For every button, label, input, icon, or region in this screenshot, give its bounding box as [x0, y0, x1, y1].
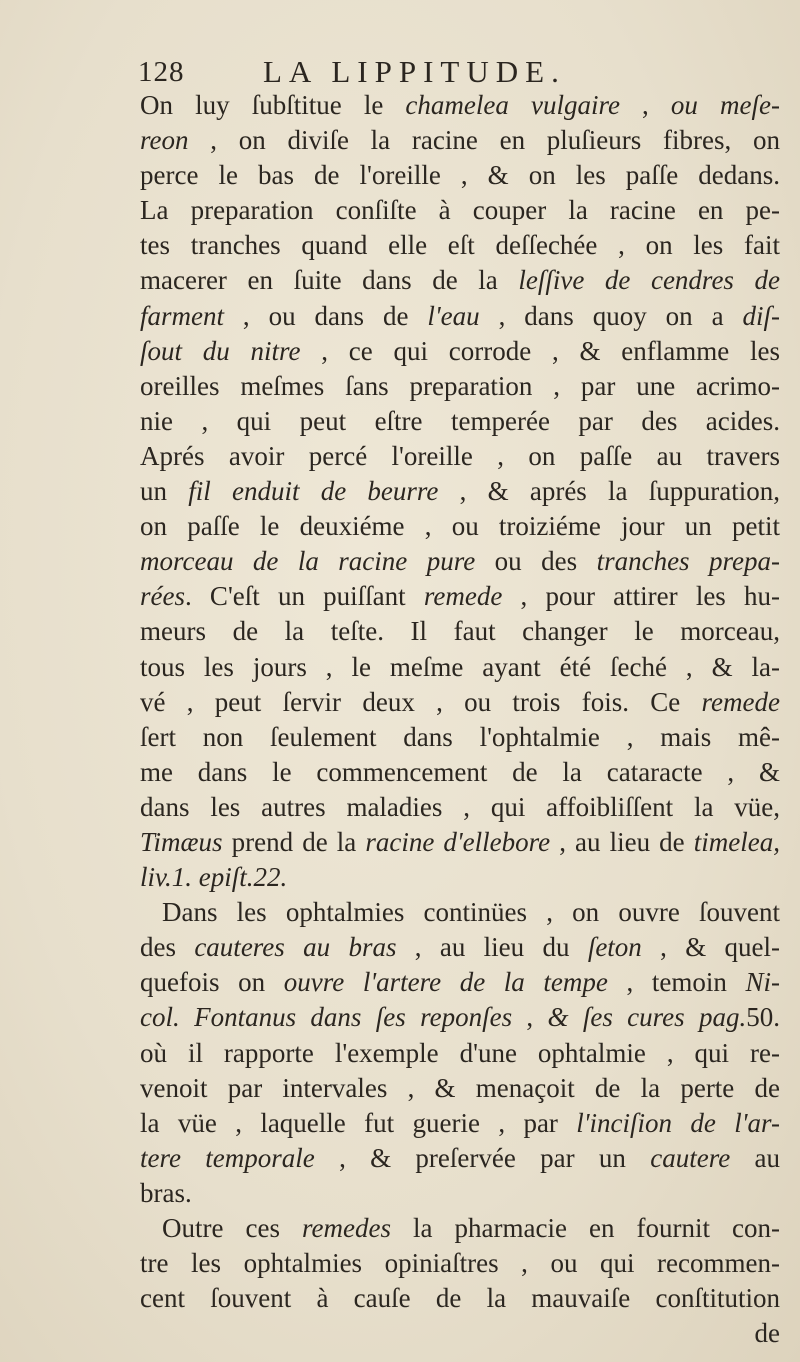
text-line [140, 825, 780, 860]
text-segment: quefois on [140, 967, 284, 998]
text-segment: au [730, 1142, 781, 1173]
italic-text: Ni- [745, 967, 780, 998]
text-line [140, 614, 780, 649]
text-line [140, 1106, 780, 1141]
text-segment: Aprés avoir percé l'oreille , on paſſe au travers [140, 440, 780, 471]
italic-text: ou meſe- [670, 90, 780, 120]
running-title: LA LIPPITUDE. [263, 54, 566, 89]
text-line [140, 1176, 780, 1211]
italic-text: ſeton [587, 932, 642, 963]
text-segment: , pour attirer les hu- [502, 581, 780, 612]
italic-text: col. Fontanus dans ſes reponſes [140, 1002, 513, 1033]
italic-text: farment [140, 300, 224, 331]
text-segment: tous les jours , le meſme ayant été ſeché , & la- [140, 651, 780, 682]
text-line [140, 965, 780, 1000]
italic-text: morceau de la racine pure [140, 546, 476, 577]
text-line [140, 474, 780, 509]
italic-text: fil enduit de beurre [188, 476, 439, 507]
italic-text: tranches prepa- [596, 546, 780, 577]
text-segment: Dans les ophtalmies continües , on ouvre ſouvent [162, 897, 780, 928]
text-line [140, 123, 780, 158]
text-line [140, 369, 780, 404]
text-segment: , dans quoy on a [479, 300, 743, 331]
italic-text: & ſes cures pag. [547, 1002, 747, 1033]
page-number: 128 [138, 56, 185, 88]
text-segment: des [140, 932, 195, 963]
italic-text: diſ- [742, 300, 780, 331]
text-line [140, 650, 780, 685]
text-line [140, 263, 780, 298]
text-line [140, 544, 780, 579]
italic-text: timelea, [693, 826, 780, 857]
text-segment: , & aprés la ſuppuration, [438, 476, 780, 507]
text-line [140, 1316, 780, 1351]
text-line [140, 404, 780, 439]
text-segment: macerer en ſuite dans de la [140, 265, 519, 296]
text-segment: , ce qui corrode , & enflamme les [300, 335, 780, 366]
text-line [140, 1141, 780, 1176]
text-segment: ſert non ſeulement dans l'ophtalmie , mais mê- [140, 721, 780, 752]
italic-text: remedes [302, 1213, 391, 1243]
text-line [140, 930, 780, 965]
text-segment: on paſſe le deuxiéme , ou troiziéme jour un petit [140, 511, 780, 542]
text-line [140, 1036, 780, 1071]
text-segment: , & quel- [641, 932, 781, 963]
italic-text: racine d'ellebore [365, 826, 551, 857]
text-line [140, 334, 780, 369]
italic-text: l'inciſion de l'ar- [576, 1107, 780, 1138]
text-segment: , au lieu du [396, 932, 588, 963]
text-line [140, 755, 780, 790]
text-segment: ou des [475, 546, 597, 577]
italic-text: Timæus [140, 826, 223, 857]
text-line [140, 1211, 780, 1246]
italic-text: reon [140, 125, 189, 156]
text-line [140, 509, 780, 544]
italic-text: ouvre l'artere de la tempe [283, 967, 608, 998]
text-line [140, 1071, 780, 1106]
italic-text: remede [701, 686, 780, 717]
text-line [140, 685, 780, 720]
text-segment: , on diviſe la racine en pluſieurs fibres, on [188, 125, 780, 156]
italic-text: ſout du nitre [140, 335, 301, 366]
text-segment: , ou dans de [224, 300, 428, 331]
text-segment: de [754, 1318, 780, 1349]
text-line [140, 299, 780, 334]
text-segment: bras. [140, 1177, 192, 1208]
text-segment: perce le bas de l'oreille , & on les paſſe dedans. [140, 160, 780, 191]
text-segment: nie , qui peut eſtre temperée par des acides. [140, 405, 780, 436]
text-segment: prend de la [222, 826, 366, 857]
text-segment: oreilles meſmes ſans preparation , par une acrimo- [140, 370, 780, 401]
text-line [140, 228, 780, 263]
text-segment: , temoin [607, 967, 746, 998]
text-line [140, 579, 780, 614]
text-segment: tes tranches quand elle eſt deſſechée , on les fait [140, 230, 780, 261]
text-segment: où il rapporte l'exemple d'une ophtalmie , qui re- [140, 1037, 780, 1068]
text-line [140, 88, 780, 123]
text-line [140, 1281, 780, 1316]
text-line [140, 158, 780, 193]
text-line [140, 860, 780, 895]
text-line [140, 1000, 780, 1035]
text-segment: , [619, 90, 671, 120]
text-segment: On luy ſubſtitue le [140, 90, 406, 120]
text-segment: un [140, 476, 189, 507]
text-line [140, 1246, 780, 1281]
text-segment: venoit par intervales , & menaçoit de la perte de [140, 1072, 780, 1103]
italic-text: tere temporale [140, 1142, 315, 1173]
text-segment: me dans le commencement de la cataracte , & [140, 756, 780, 787]
text-line [140, 790, 780, 825]
text-segment: , [512, 1002, 548, 1033]
text-segment: tre les ophtalmies opiniaſtres , ou qui recommen- [140, 1248, 780, 1279]
italic-text: cautere [650, 1142, 731, 1173]
text-segment: vé , peut ſervir deux , ou trois fois. Ce [140, 686, 702, 717]
text-line [140, 720, 780, 755]
text-segment: . C'eſt un puiſſant [184, 581, 424, 612]
text-line [140, 193, 780, 228]
italic-text: rées [140, 581, 185, 612]
text-segment: dans les autres maladies , qui affoibliſſent la vüe, [140, 791, 780, 822]
italic-text: chamelea vulgaire [405, 90, 620, 120]
italic-text: l'eau [427, 300, 480, 331]
italic-text: remede [423, 581, 503, 612]
italic-text: cauteres au bras [194, 932, 397, 963]
text-segment: cent ſouvent à cauſe de la mauvaiſe conſtitution [140, 1283, 780, 1314]
text-segment: 50. [746, 1002, 781, 1033]
text-segment: la vüe , laquelle fut guerie , par [140, 1107, 577, 1138]
body-text [140, 88, 780, 1351]
italic-text: leſſive de cendres de [518, 265, 780, 296]
text-line [140, 439, 780, 474]
text-segment: , au lieu de [550, 826, 694, 857]
text-segment: la pharmacie en fournit con- [390, 1213, 780, 1243]
text-segment: Outre ces [162, 1213, 303, 1243]
text-segment: , & preſervée par un [314, 1142, 651, 1173]
text-segment: meurs de la teſte. Il faut changer le morceau, [140, 616, 780, 647]
italic-text: liv.1. epiſt.22. [140, 862, 288, 893]
text-line [140, 895, 780, 930]
text-segment: La preparation conſiſte à couper la racine en pe- [140, 195, 780, 226]
